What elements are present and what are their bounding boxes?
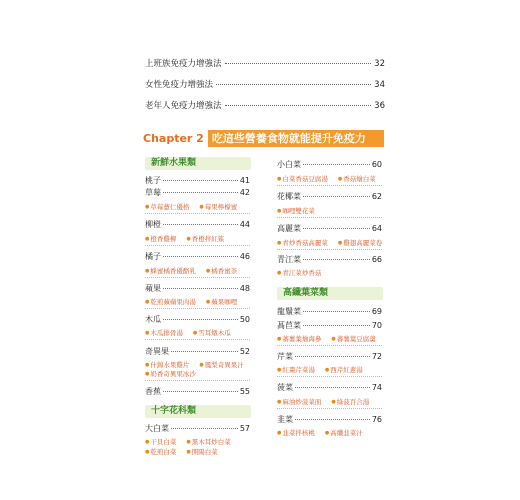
item-page: 76 [371,415,382,424]
item-label: 草莓 [145,188,161,197]
recipe[interactable]: ● 乾煎白菜 [145,447,176,456]
toc-page: 34 [374,80,385,90]
recipe-list [277,397,369,406]
recipe-list [145,447,218,456]
recipe-list [277,206,315,215]
recipe[interactable]: ● 高纖韭菜汁 [325,428,363,437]
recipe[interactable]: ● 香菇燴白菜 [338,174,376,183]
recipe[interactable]: ● 鳳梨奇異果汁 [199,360,243,369]
recipe-list [145,360,244,369]
chapter-title: 吃這些營養食物就能提升免疫力 [208,130,384,147]
recipe[interactable]: ● 西芹紅蔥湯 [325,365,363,374]
leader-dots [295,356,370,357]
toc-item[interactable] [277,159,382,170]
divider [277,249,382,250]
recipe[interactable]: ● 青炒香菇高麗菜 [277,238,328,247]
category-leafy-greens: 高纖葉菜類 [277,287,383,300]
toc-label: 老年人免疫力增強法 [145,101,222,111]
item-page: 66 [371,255,382,264]
recipe[interactable]: ● 橙香雞柳 [145,234,176,243]
item-label: 蘋果 [145,284,161,293]
item-page: 48 [239,284,250,293]
item-page: 41 [239,176,250,185]
item-label: 青江菜 [277,255,301,264]
leader-dots [303,259,370,260]
item-label: 桃子 [145,176,161,185]
recipe-list [145,266,237,275]
recipe[interactable]: ● 麻油炒菠菜面 [277,397,321,406]
toc-entry[interactable] [145,57,385,69]
leader-dots [163,391,238,392]
recipe[interactable]: ● 乾煎蘋蘋果肉湯 [145,297,196,306]
leader-dots [216,84,371,85]
leader-dots [225,105,372,106]
toc-item[interactable] [145,386,250,397]
toc-label: 上班族免疫力增強法 [145,59,222,69]
item-label: 大白菜 [145,424,169,433]
toc-item[interactable] [277,306,382,317]
recipe[interactable]: ● 黑木耳炒白菜 [186,437,230,446]
recipe-list [277,268,321,277]
chapter-header [141,130,384,147]
item-label: 香蕉 [145,387,161,396]
leader-dots [295,419,370,420]
recipe[interactable]: ● 雪耳燉木瓜 [193,328,231,337]
recipe[interactable]: ● 蘋果咖哩 [206,297,237,306]
toc-item[interactable] [145,423,250,434]
item-label: 韭菜 [277,415,293,424]
category-cruciferous: 十字花科類 [145,405,251,418]
toc-item[interactable] [277,382,382,393]
recipe[interactable]: ● 香橙拌紅鯊 [186,234,224,243]
item-label: 萵苣菜 [277,321,301,330]
leader-dots [163,192,238,193]
leader-dots [163,180,238,181]
divider [145,339,250,340]
divider [145,308,250,309]
divider [277,345,382,346]
divider [277,376,382,377]
leader-dots [163,256,238,257]
divider [145,380,250,381]
leader-dots [303,311,370,312]
leader-dots [171,428,238,429]
recipe-list [277,238,382,247]
recipe[interactable]: ● 奶香奇異果冰沙 [145,369,196,378]
item-page: 50 [239,315,250,324]
recipe[interactable]: ● 蜂蜜橘香優酪乳 [145,266,196,275]
item-label: 木瓜 [145,315,161,324]
chapter-number: Chapter 2 [141,130,208,147]
leader-dots [303,196,370,197]
recipe-list [145,234,224,243]
toc-entry[interactable] [145,78,385,90]
toc-item[interactable] [145,283,250,294]
recipe-list [145,369,196,378]
recipe[interactable]: ● 韭菜拌核桃 [277,428,315,437]
recipe[interactable]: ● 雞翅高麗菜卷 [338,238,382,247]
recipe[interactable]: ● 紅棗芹菜湯 [277,365,315,374]
toc-label: 女性免疫力增強法 [145,80,214,90]
item-label: 奇異果 [145,347,169,356]
item-page: 42 [239,188,250,197]
recipe-list [277,428,363,437]
item-page: 64 [371,224,382,233]
recipe-list [145,328,231,337]
recipe-list [277,174,376,183]
item-label: 柳橙 [145,220,161,229]
category-fruits: 新鮮水果類 [145,157,251,170]
item-label: 芹菜 [277,352,293,361]
recipe[interactable]: ● 白菜香菇豆腐湯 [277,174,328,183]
item-page: 60 [371,160,382,169]
leader-dots [225,63,372,64]
recipe-list [277,365,363,374]
toc-item[interactable] [277,351,382,362]
toc-item[interactable] [145,219,250,230]
recipe[interactable]: ● 什錦水果雞片 [145,360,189,369]
recipe[interactable]: ● 橘香蜜茶 [206,266,237,275]
leader-dots [303,164,370,165]
recipe[interactable]: ● 木瓜排骨湯 [145,328,183,337]
leader-dots [163,319,238,320]
toc-entry[interactable] [145,99,385,111]
divider [145,245,250,246]
recipe[interactable]: ● 草莓薏仁優格 [145,202,189,211]
toc-item[interactable] [277,320,382,331]
leader-dots [163,224,238,225]
item-page: 55 [239,387,250,396]
item-label: 小白菜 [277,160,301,169]
item-page: 52 [239,347,250,356]
recipe[interactable]: ● 咖哩雙花菜 [277,206,315,215]
recipe[interactable]: ● 開陽白菜 [186,447,217,456]
item-page: 62 [371,192,382,201]
toc-item[interactable] [277,254,382,265]
recipe-list [145,437,231,446]
recipe[interactable]: ● 莓果檸檬蜜 [199,202,237,211]
leader-dots [295,387,370,388]
item-page: 70 [371,321,382,330]
toc-item[interactable] [145,175,250,186]
divider [145,277,250,278]
toc-page: 36 [374,101,385,111]
recipe-list [145,297,237,306]
item-page: 46 [239,252,250,261]
toc-item[interactable] [145,251,250,262]
toc-item[interactable] [277,223,382,234]
recipe-list [277,334,376,343]
item-label: 花椰菜 [277,192,301,201]
item-label: 菠菜 [277,383,293,392]
recipe-list [145,202,237,211]
recipe[interactable]: ● 青江菜炒香菇 [277,268,321,277]
divider [277,408,382,409]
toc-page: 32 [374,59,385,69]
toc-item[interactable] [277,414,382,425]
toc-item[interactable] [277,191,382,202]
toc-item[interactable] [145,346,250,357]
divider [145,213,250,214]
item-page: 57 [239,424,250,433]
toc-item[interactable] [145,314,250,325]
item-page: 74 [371,383,382,392]
leader-dots [171,351,238,352]
divider [277,217,382,218]
leader-dots [163,288,238,289]
item-page: 69 [371,307,382,316]
toc-item[interactable] [145,187,250,198]
leader-dots [303,325,370,326]
item-page: 72 [371,352,382,361]
recipe[interactable]: ● 干貝白菜 [145,437,176,446]
item-label: 高麗菜 [277,224,301,233]
divider [277,185,382,186]
item-label: 龍鬚菜 [277,307,301,316]
recipe[interactable]: ● 蕃薯葉燴海參 [277,334,321,343]
leader-dots [303,228,370,229]
item-page: 44 [239,220,250,229]
item-label: 橘子 [145,252,161,261]
recipe[interactable]: ● 蕃薯葉豆腐羹 [331,334,375,343]
recipe[interactable]: ● 綠菠百合湯 [331,397,369,406]
